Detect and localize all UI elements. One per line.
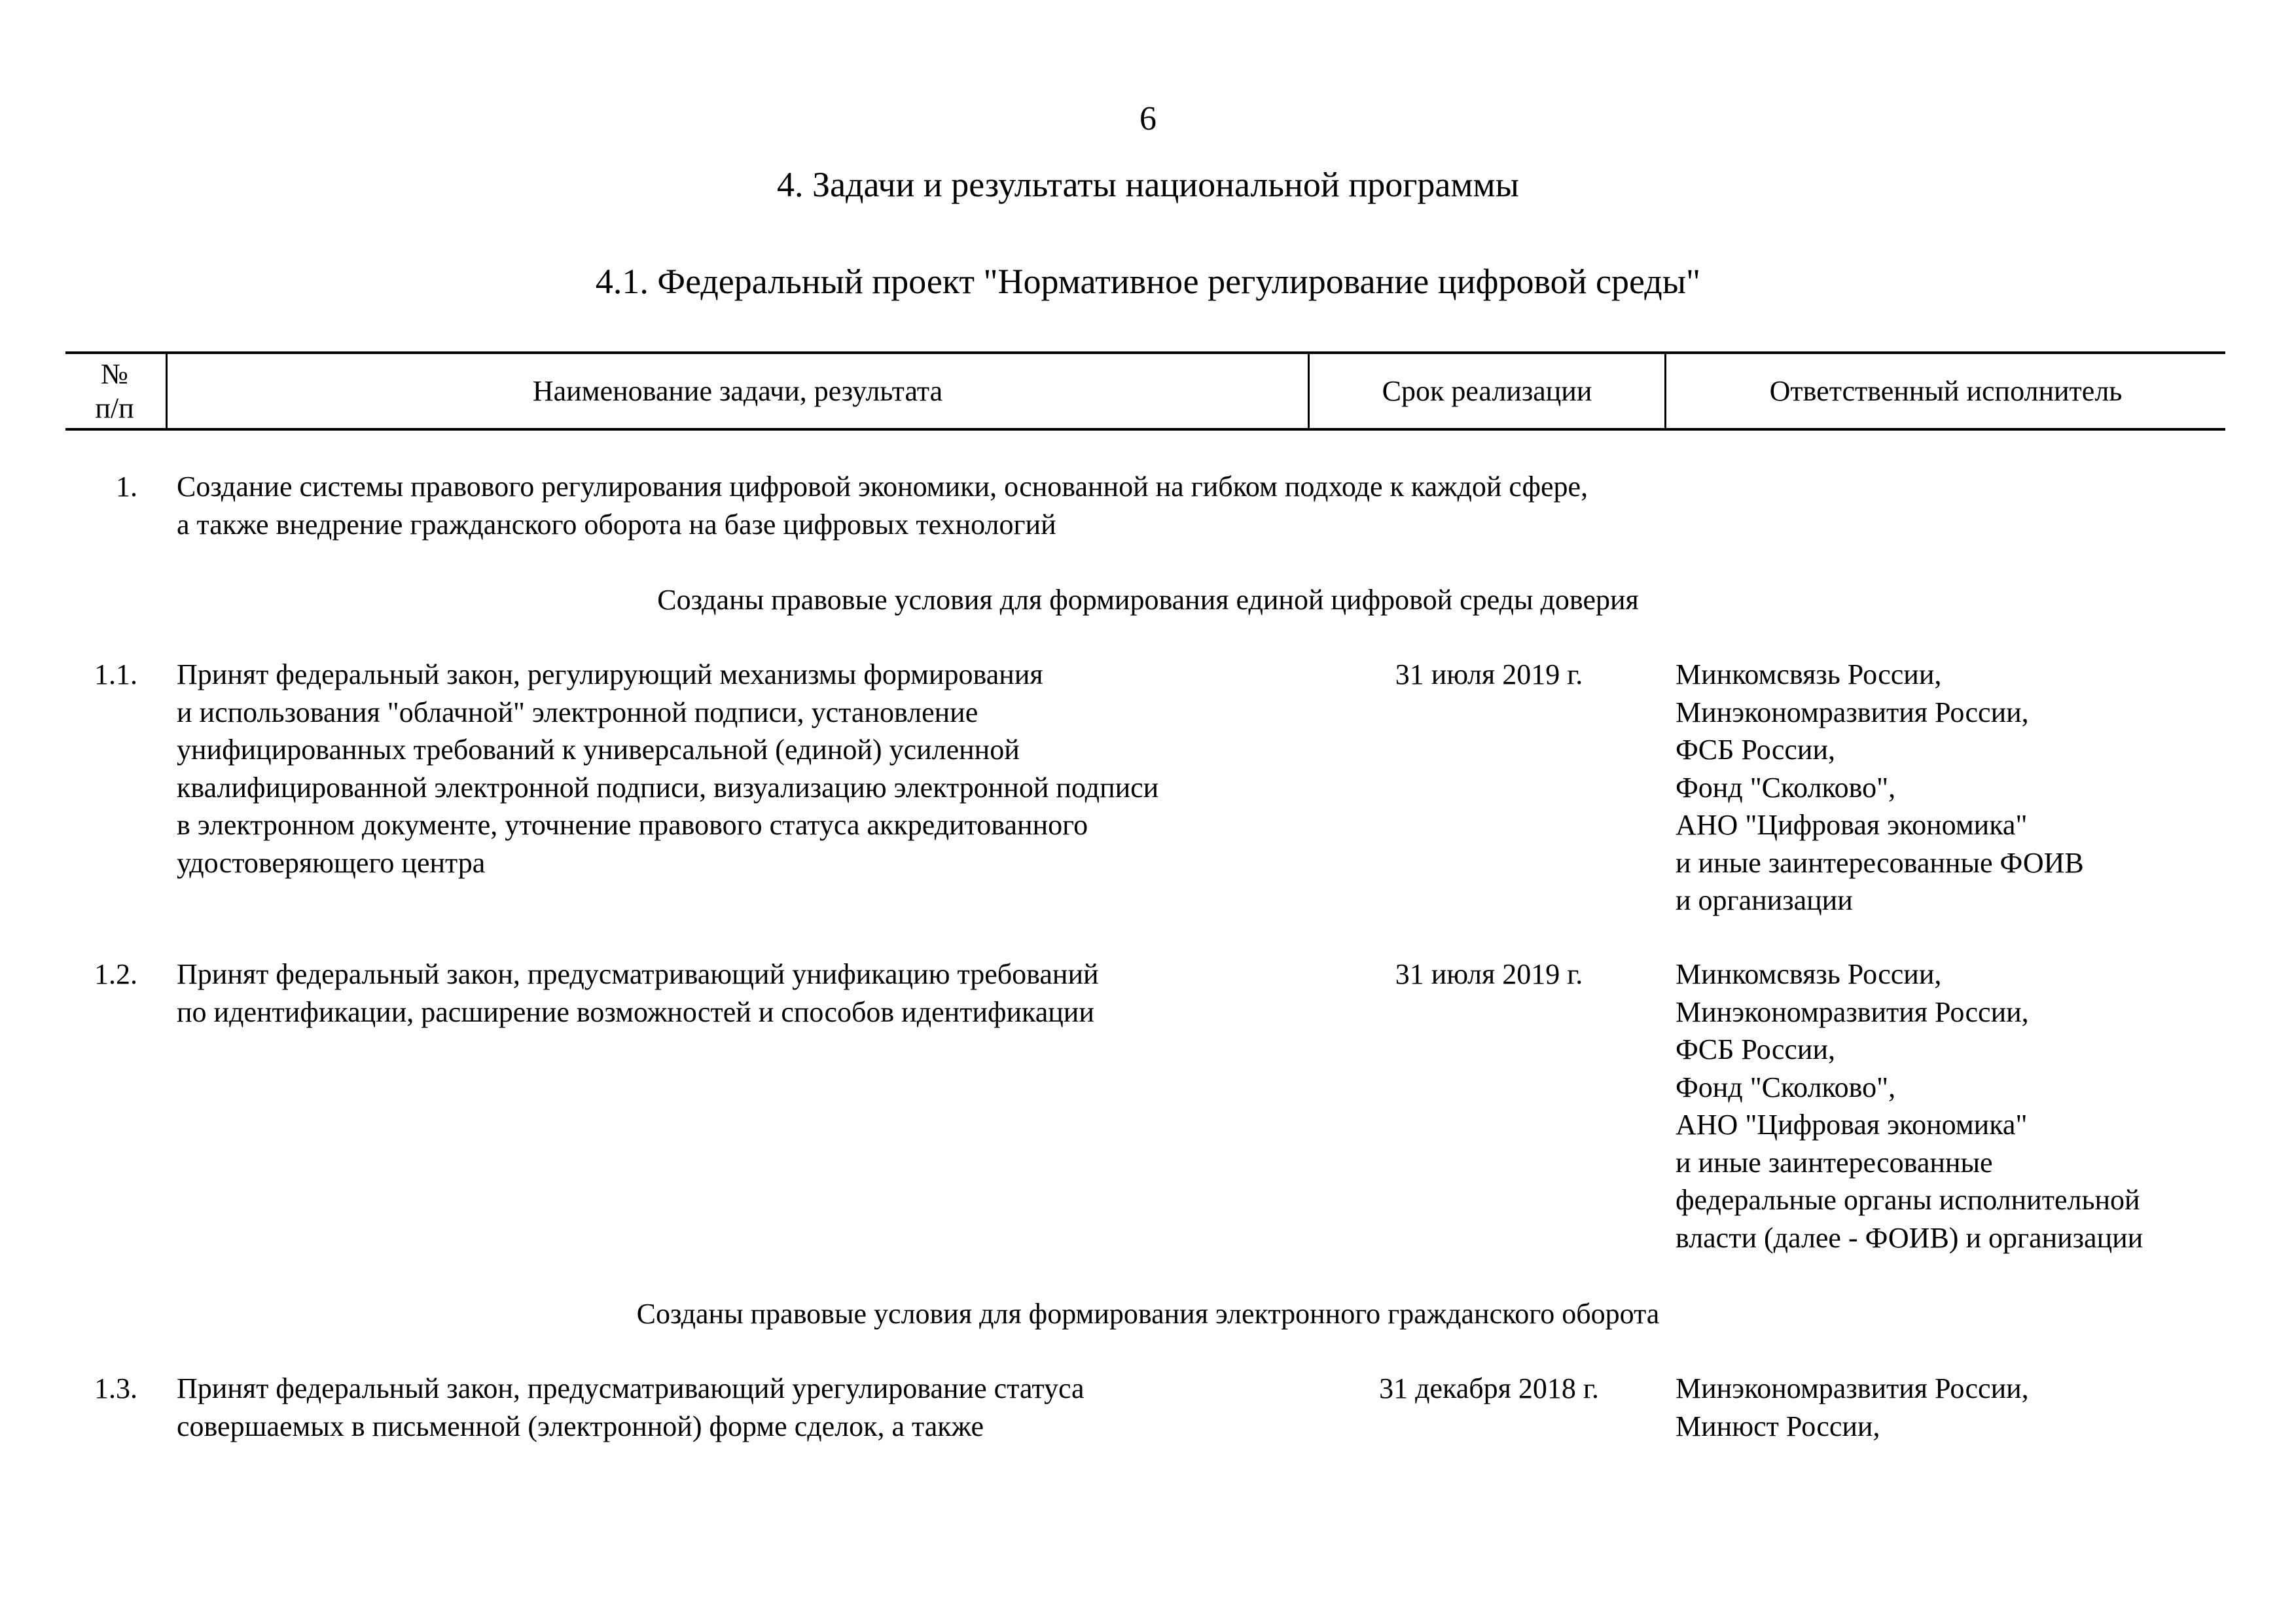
result-group-heading: Созданы правовые условия для формирования электронного гражданского оборота	[636, 1298, 1660, 1330]
header-name: Наименование задачи, результата	[532, 375, 943, 407]
result-group-heading: Созданы правовые условия для формирования единой цифровой среды доверия	[657, 584, 1639, 616]
row-responsible: Минэкономразвития России, Минюст России,	[1676, 1372, 2029, 1442]
table-top-rule	[65, 351, 2225, 354]
row-responsible: Минкомсвязь России, Минэкономразвития России, ФСБ России, Фонд "Сколково", АНО "Цифровая экономика" и иные заинтересованные федеральные органы исполнительной власти (далее - ФОИВ) и организации	[1676, 958, 2144, 1254]
row-number: 1.2.	[94, 958, 137, 990]
header-term: Срок реализации	[1382, 375, 1592, 407]
subsection-heading: 4.1. Федеральный проект "Нормативное регулирование цифровой среды"	[595, 262, 1701, 301]
row-task-text: Принят федеральный закон, регулирующий механизмы формирования и использования "облачной" электронной подписи, установление унифицированных требований к универсальной (единой) усиленной квалифицированной электронной подписи, визуализацию электронной подписи в электронном документе, уточнение правового статуса аккредитованного удостоверяющего центра	[177, 658, 1159, 879]
row-term: 31 июля 2019 г.	[1395, 658, 1583, 690]
table-header-bottom-rule	[65, 428, 2225, 431]
header-responsible: Ответственный исполнитель	[1769, 375, 2123, 407]
page-number: 6	[1139, 100, 1157, 137]
row-number: 1.3.	[94, 1372, 137, 1404]
row-term: 31 декабря 2018 г.	[1379, 1372, 1599, 1404]
section-heading: 4. Задачи и результаты национальной программы	[777, 165, 1519, 204]
header-num: № п/п	[95, 358, 134, 424]
row-responsible: Минкомсвязь России, Минэкономразвития России, ФСБ России, Фонд "Сколково", АНО "Цифровая экономика" и иные заинтересованные ФОИВ и организации	[1676, 658, 2084, 916]
row-term: 31 июля 2019 г.	[1395, 958, 1583, 990]
row-task-text: Принят федеральный закон, предусматривающий унификацию требований по идентификации, расширение возможностей и способов идентификации	[177, 958, 1099, 1028]
task-number: 1.	[116, 471, 137, 503]
row-task-text: Принят федеральный закон, предусматривающий урегулирование статуса совершаемых в письменной (электронной) форме сделок, а также	[177, 1372, 1085, 1442]
row-number: 1.1.	[94, 658, 137, 690]
task-text: Создание системы правового регулирования цифровой экономики, основанной на гибком подходе к каждой сфере, а также внедрение гражданского оборота на базе цифровых технологий	[177, 471, 1588, 541]
